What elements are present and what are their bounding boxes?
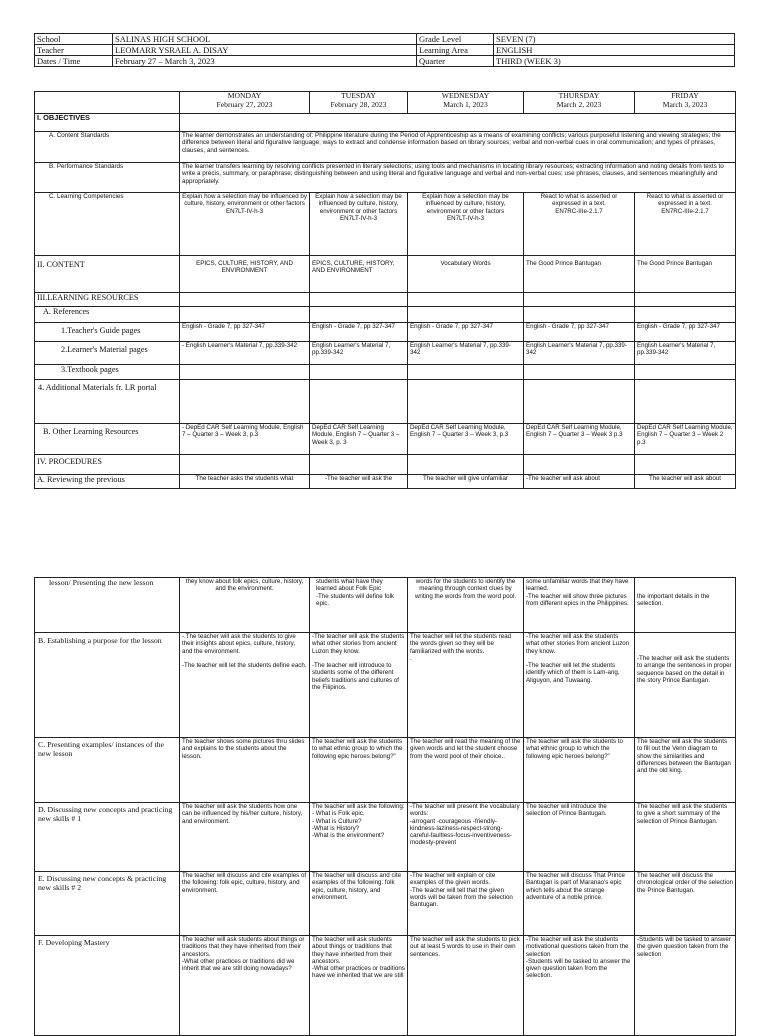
purpose-wednesday: The teacher will let the students read the words given so they will be familiarized with the words. . <box>408 633 524 738</box>
discussing-1-monday: The teacher will ask the students how one can be influenced by his/her culture, history, and environment. <box>180 803 310 872</box>
content-wednesday: Vocabulary Words <box>408 256 524 293</box>
purpose-friday: -The teacher will ask the students to arrange the sentences in proper sequence based on the detail in the story Prince Bantugan. <box>635 633 736 738</box>
corner-cell <box>35 92 180 114</box>
reviewing-thursday: some unfamiliar words that they have learned. -The teacher will show three pictures from different epics in the Philippines. <box>524 578 635 633</box>
examples-friday: The teacher will ask the students to fill out the Venn diagram to show the similarities and differences between the Bantugan and the old king. <box>635 738 736 803</box>
discussing-2-friday: The teacher will discuss the chronological order of the selection the Prince Bantugan. <box>635 872 736 936</box>
learning-competencies-label: C. Learning Competencies <box>35 193 180 256</box>
discussing-2-thursday: The teacher will discuss That Prince Bantugan is part of Maranao's epic which tells about the strange adventure of a noble prince. <box>524 872 635 936</box>
purpose-tuesday: -The teacher will ask the students what other stories from ancient Luzon they know. -The teacher will introduce to students some of the different beliefs traditions and cultures of the Filipinos. <box>310 633 408 738</box>
objectives-heading: I. OBJECTIVES <box>35 114 180 132</box>
discussing-concepts-1-label: D. Discussing new concepts and practicing new skills # 1 <box>35 803 180 872</box>
learners-material-thursday: English Learner's Material 7, pp.339-342 <box>524 342 635 365</box>
reviewing-label: A. Reviewing the previous <box>35 475 180 489</box>
discussing-1-thursday: The teacher will introduce the selection of Prince Bantugan. <box>524 803 635 872</box>
other-resources-thursday: DepEd CAR Self Learning Module, English 7 – Quarter 3 – Week 3 p.3 <box>524 424 635 455</box>
page-break <box>0 512 768 576</box>
learners-material-tuesday: English Learner's Material 7, pp.339-342 <box>310 342 408 365</box>
discussing-2-tuesday: The teacher will discuss and cite examples of the following: folk epic, culture, history, and environment. <box>310 872 408 936</box>
examples-wednesday: The teacher will read the meaning of the given words and let the student choose from the word pool of their choice.. <box>408 738 524 803</box>
discussing-2-wednesday: -The teacher will explain or cite examples of the given words. -The teacher will tell that the given words will be taken from the selection Bantugan. <box>408 872 524 936</box>
day-header-wednesday: WEDNESDAY March 1, 2023 <box>408 92 524 114</box>
content-standards-label: A. Content Standards <box>35 132 180 163</box>
competency-thursday: React to what is asserted or expressed in a text. EN7RC-IIIe-2.1.7 <box>524 193 635 256</box>
teacher-value: LEOMARR YSRAEL A. DISAY <box>113 45 417 56</box>
mastery-friday: -Students will be tasked to answer the given question taken from the selection <box>635 936 736 1036</box>
day-header-tuesday: TUESDAY February 28, 2023 <box>310 92 408 114</box>
teachers-guide-label: 1.Teacher's Guide pages <box>35 323 180 342</box>
dates-value: February 27 – March 3, 2023 <box>113 56 417 67</box>
content-friday: The Good Prince Bantugan <box>635 256 736 293</box>
learners-material-friday: English Learner's Material 7, pp.339-342 <box>635 342 736 365</box>
other-resources-tuesday: DepEd CAR Self Learning Module, English 7 – Quarter 3 – Week 3, p. 3 <box>310 424 408 455</box>
teachers-guide-monday: English - Grade 7, pp 327-347 <box>180 323 310 342</box>
day-header-friday: FRIDAY March 3, 2023 <box>635 92 736 114</box>
other-resources-friday: DepEd CAR Self Learning Module, English 7 – Quarter 3 – Week 2 p.3 <box>635 424 736 455</box>
content-thursday: The Good Prince Bantugan <box>524 256 635 293</box>
lesson-plan-table-page-1 <box>34 91 736 489</box>
header-info-table <box>34 33 735 67</box>
examples-monday: The teacher shows some pictures thru slides and explains to the students about the lesson. <box>180 738 310 803</box>
learning-resources-heading: III.LEARNING RESOURCES <box>35 293 180 307</box>
reviewing-friday-start: The teacher will ask about <box>635 475 736 489</box>
teacher-label: Teacher <box>35 45 113 56</box>
examples-tuesday: The teacher will ask the students to what ethnic group to which the following epic heroes belong?" <box>310 738 408 803</box>
learners-material-monday: - English Learner's Material 7, pp.339-342 <box>180 342 310 365</box>
area-label: Learning Area <box>417 45 494 56</box>
discussing-1-friday: The teacher will ask the students to give a short summary of the selection of Prince Bantugan. <box>635 803 736 872</box>
teachers-guide-friday: English - Grade 7, pp 327-347 <box>635 323 736 342</box>
examples-thursday: The teacher will ask the students to what ethnic group to which the following epic heroes belong?" <box>524 738 635 803</box>
reviewing-monday-start: The teacher asks the students what <box>180 475 310 489</box>
other-resources-monday: - DepEd CAR Self Learning Module, English 7 – Quarter 3 – Week 3, p.3 <box>180 424 310 455</box>
other-resources-wednesday: DepEd CAR Self Learning Module, English 7 – Quarter 3 – Week 3, p.3 <box>408 424 524 455</box>
teachers-guide-thursday: English - Grade 7, pp 327-347 <box>524 323 635 342</box>
reviewing-wednesday: words for the students to identify the meaning through context clues by writing the words from the word pool. <box>408 578 524 633</box>
school-value: SALINAS HIGH SCHOOL <box>113 34 417 45</box>
content-heading: II. CONTENT <box>35 256 180 293</box>
reviewing-wednesday-start: The teacher will give unfamiliar <box>408 475 524 489</box>
performance-standards-label: B. Performance Standards <box>35 163 180 193</box>
quarter-value: THIRD (WEEK 3) <box>494 56 735 67</box>
quarter-label: Quarter <box>417 56 494 67</box>
teachers-guide-tuesday: English - Grade 7, pp 327-347 <box>310 323 408 342</box>
learners-material-label: 2.Learner's Material pages <box>35 342 180 365</box>
competency-tuesday: Explain how a selection may be influenced by culture, history, environment or other factors EN7LT-IV-h-3 <box>310 193 408 256</box>
other-resources-label: B. Other Learning Resources <box>35 424 180 455</box>
dates-label: Dates / Time <box>35 56 113 67</box>
discussing-2-monday: The teacher will discuss and cite examples of the following: folk epic, culture, history, and environment. <box>180 872 310 936</box>
area-value: ENGLISH <box>494 45 735 56</box>
discussing-1-tuesday: The teacher will ask the following: - What is Folk epic. - What is Culture? -What is History? -What is the environment? <box>310 803 408 872</box>
reviewing-friday: the important details in the selection. <box>635 578 736 633</box>
purpose-thursday: -The teacher will ask the students what other stories from ancient Luzon they know. -The teacher will let the students identify which of them is Lam-ang, Aliguyon, and Tuwaang. <box>524 633 635 738</box>
mastery-thursday: -The teacher will ask the students motivational questions taken from the selection -Students will be tasked to answer the given question taken from the selection. <box>524 936 635 1036</box>
content-tuesday: EPICS, CULTURE, HISTORY, AND ENVIRONMENT <box>310 256 408 293</box>
grade-value: SEVEN (7) <box>494 34 735 45</box>
establishing-purpose-label: B. Establishing a purpose for the lesson <box>35 633 180 738</box>
objectives-empty <box>180 114 736 132</box>
day-header-thursday: THURSDAY March 2, 2023 <box>524 92 635 114</box>
reviewing-tuesday: students what have they learned about Folk Epic -The students will define folk epic. <box>310 578 408 633</box>
performance-standards-text: The learner transfers learning by resolving conflicts presented in literary selections; using tools and mechanisms in locating library resources; extracting information and noting details from texts to write a précis, summary, or paraphrase; distinguishing between and using literal and figurative language and verbal and non-verbal cues; use phrases, clauses, and sentences meaningfully and appropriately. <box>180 163 736 193</box>
textbook-pages-label: 3.Textbook pages <box>35 365 180 380</box>
additional-materials-label: 4. Additional Materials fr. LR portal <box>35 380 180 424</box>
grade-label: Grade Level <box>417 34 494 45</box>
references-label: A. References <box>35 307 180 323</box>
procedures-heading: IV. PROCEDURES <box>35 455 180 475</box>
school-label: School <box>35 34 113 45</box>
purpose-monday: -.The teacher will ask the students to give their insights about epics, culture, history, and the environment. -The teacher will let the students define each. <box>180 633 310 738</box>
competency-monday: Explain how a selection may be influenced by culture, history, environment or other factors EN7LT-IV-h-3 <box>180 193 310 256</box>
content-monday: EPICS, CULTURE, HISTORY, AND ENVIRONMENT <box>180 256 310 293</box>
presenting-examples-label: C. Presenting examples/ instances of the new lesson <box>35 738 180 803</box>
mastery-wednesday: The teacher will ask the students to pick out at least 5 words to use in their own sentences. <box>408 936 524 1036</box>
lesson-plan-table-page-2 <box>34 577 736 1036</box>
reviewing-thursday-start: -The teacher will ask about <box>524 475 635 489</box>
discussing-concepts-2-label: E. Discussing new concepts & practicing new skills # 2 <box>35 872 180 936</box>
teachers-guide-wednesday: English - Grade 7, pp 327-347 <box>408 323 524 342</box>
learners-material-wednesday: English Learner's Material 7, pp.339-342 <box>408 342 524 365</box>
content-standards-text: The learner demonstrates an understanding of: Philippine literature during the Period of Apprenticeship as a means of examining conflicts; various purposeful listening and viewing strategies; the difference between literal and figurative language; ways to extract and condense information based on library sources; verbal and non-verbal cues in oral communication; and types of phrases, clauses, and sentences. <box>180 132 736 163</box>
reviewing-label-cont: lesson/ Presenting the new lesson <box>35 578 180 633</box>
competency-friday: React to what is asserted or expressed in a text. EN7RC-IIIe-2.1.7 <box>635 193 736 256</box>
reviewing-monday: they know about folk epics, culture, history, and the environment. <box>180 578 310 633</box>
competency-wednesday: Explain how a selection may be influenced by culture, history, environment or other factors EN7LT-IV-h-3 <box>408 193 524 256</box>
discussing-1-wednesday: -The teacher will present the vocabulary words: -arrogant -courageous -friendly-kindness-laziness-respect-strong-careful-faultless-focus-inventiveness-modesty-prevent <box>408 803 524 872</box>
developing-mastery-label: F. Developing Mastery <box>35 936 180 1036</box>
mastery-monday: The teacher will ask students about things or traditions that they have inherited from their ancestors. -What other practices or traditions did we inherit that we are still doing nowadays? <box>180 936 310 1036</box>
reviewing-tuesday-start: -The teacher will ask the <box>310 475 408 489</box>
day-header-monday: MONDAY February 27, 2023 <box>180 92 310 114</box>
mastery-tuesday: The teacher will ask students about things or traditions that they have inherited from their ancestors. -What other practices or traditions have we inherited that we are still <box>310 936 408 1036</box>
